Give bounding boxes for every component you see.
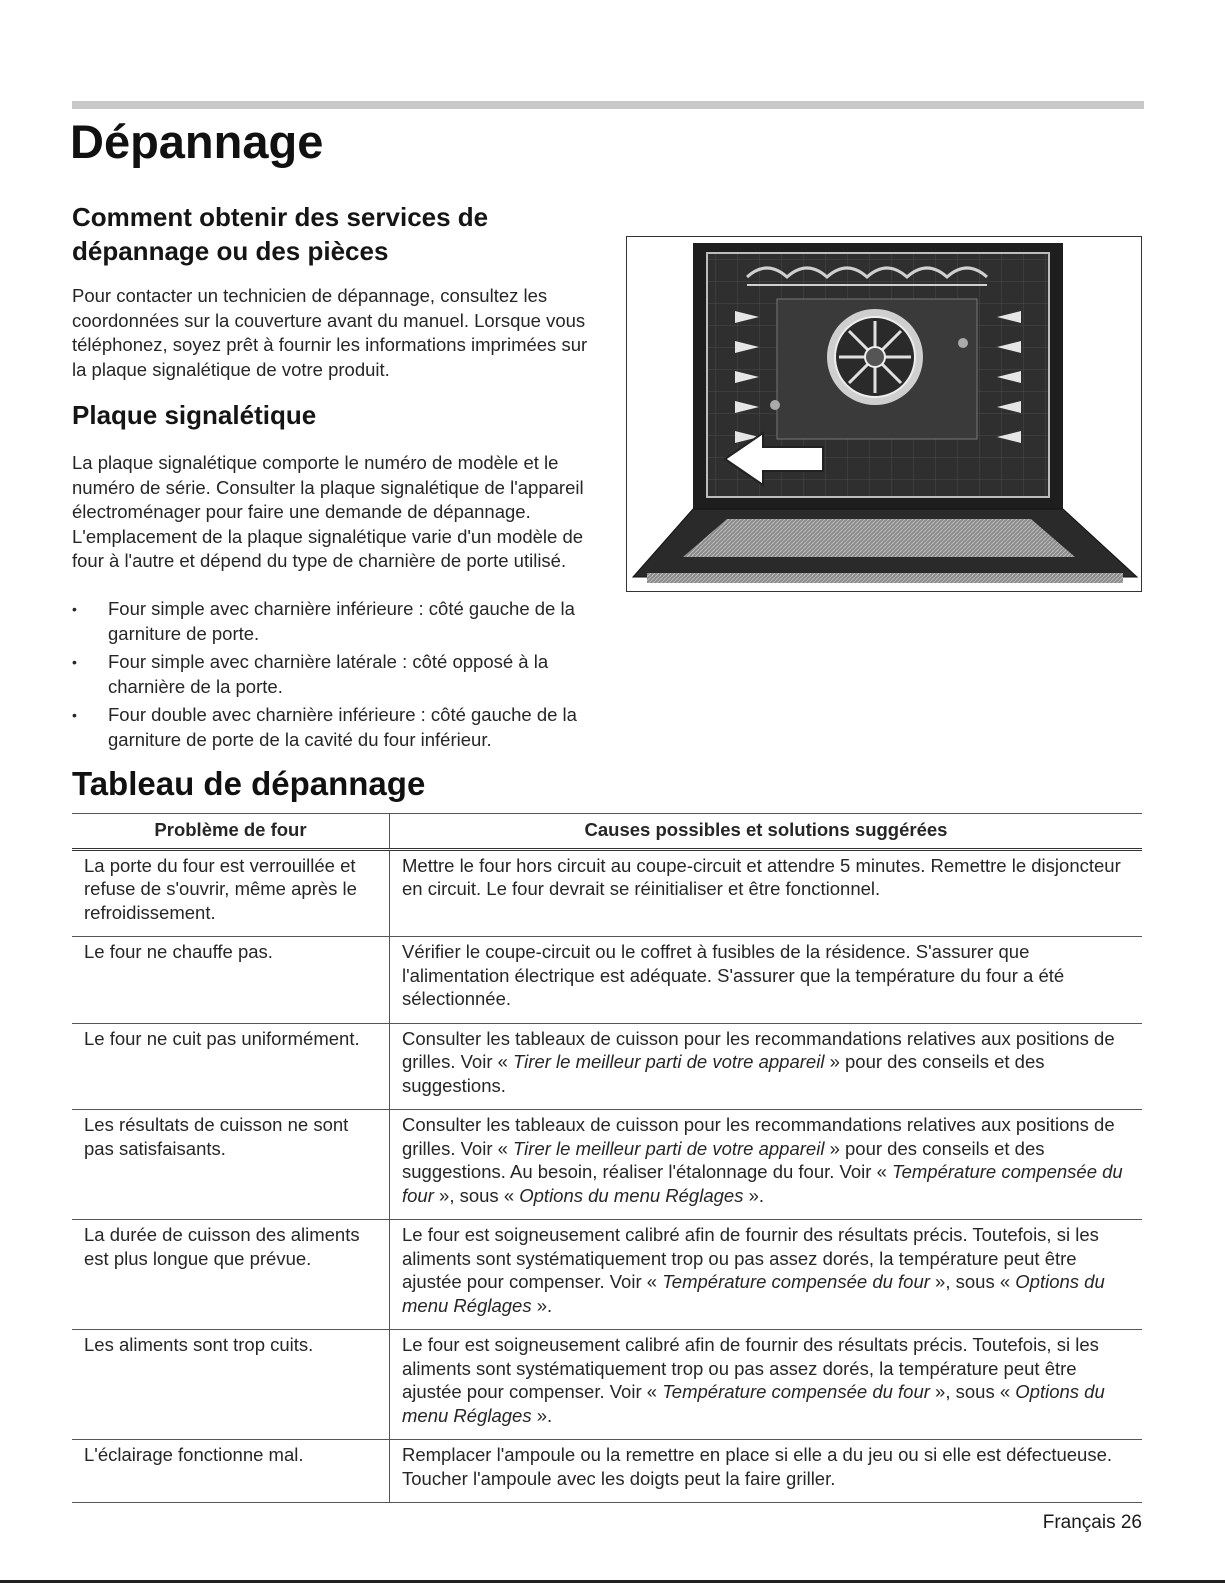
problem-cell: Les aliments sont trop cuits. [72,1330,390,1440]
troubleshooting-table [72,813,1142,1503]
list-item [72,703,592,752]
bullet-text: Four simple avec charnière latérale : côté opposé à la charnière de la porte. [108,651,549,697]
bullet-text: Four simple avec charnière inférieure : côté gauche de la garniture de porte. [108,598,575,644]
solution-text: » pour des conseils et des suggestions. [402,1051,1045,1096]
nameplate-heading: Plaque signalétique [72,400,317,430]
table-row [72,849,1142,937]
bullet-icon: • [72,654,77,670]
table-row [72,1440,1142,1503]
bottom-rule [0,1580,1225,1583]
problem-cell: Le four ne chauffe pas. [72,937,390,1024]
problem-cell: La porte du four est verrouillée et refuse de s'ouvrir, même après le refroidissement. [72,849,390,937]
problem-cell: L'éclairage fonctionne mal. [72,1440,390,1503]
solution-cell: Remplacer l'ampoule ou la remettre en place si elle a du jeu ou si elle est défectueuse. Toucher l'ampoule avec les doigts peut la faire griller. [390,1440,1143,1503]
problem-cell: Les résultats de cuisson ne sont pas satisfaisants. [72,1110,390,1220]
bullet-icon: • [72,707,77,723]
solution-text: Consulter les tableaux de cuisson pour les recommandations relatives aux positions de grilles. Voir « [402,1027,1115,1072]
nameplate-bullet-list [72,597,592,756]
nameplate-text: La plaque signalétique comporte le numéro de modèle et le numéro de série. Consulter la plaque signalétique de l'appareil électroménager pour faire une demande de dépannage. L'emplacement de la plaque signalétique varie d'un modèle de four à l'autre et dépend du type de charnière de porte utilisé. [72,452,584,571]
solution-reference: Température compensée du four [662,1271,930,1292]
list-item [72,597,592,646]
solution-cell: Vérifier le coupe-circuit ou le coffret à fusibles de la résidence. S'assurer que l'alimentation électrique est adéquate. S'assurer que la température du four a été sélectionnée. [390,937,1143,1024]
solution-cell [390,1330,1143,1440]
list-item [72,650,592,699]
solution-text: ». [531,1294,553,1316]
solution-reference: Tirer le meilleur parti de votre appareil [513,1051,825,1072]
table-body [72,849,1142,1503]
table-row [72,937,1142,1024]
solution-reference: Options du menu Réglages [402,1271,1105,1316]
table-header-row [72,814,1142,850]
column-header-problem: Problème de four [72,814,390,850]
solution-cell: Mettre le four hors circuit au coupe-circuit et attendre 5 minutes. Remettre le disjoncteur en circuit. Le four devrait se réinitialiser et être fonctionnel. [402,854,1121,899]
solution-text: », sous « [433,1184,520,1206]
oven-interior-arrow-icon [627,237,1141,591]
solution-reference: Options du menu Réglages [402,1381,1105,1426]
problem-cell: Le four ne cuit pas uniformément. [72,1023,390,1110]
solution-text: Consulter les tableaux de cuisson pour les recommandations relatives aux positions de grilles. Voir « [402,1114,1115,1159]
solution-text: Le four est soigneusement calibré afin de fournir des résultats précis. Toutefois, si les aliments sont systématiquement trop ou pas assez dorés, la température peut être ajustée pour compenser. Voir « [402,1334,1099,1402]
table-row [72,1023,1142,1110]
table-row [72,1110,1142,1220]
solution-reference: Tirer le meilleur parti de votre appareil [513,1137,825,1159]
solution-text: Le four est soigneusement calibré afin de fournir des résultats précis. Toutefois, si les aliments sont systématiquement trop ou pas assez dorés, la température peut être ajustée pour compenser. Voir « [402,1224,1099,1292]
solution-cell [390,1220,1143,1330]
table-heading: Tableau de dépannage [72,765,426,802]
solution-reference: Température compensée du four [662,1381,930,1402]
solution-reference: Options du menu Réglages [519,1184,744,1206]
table-row [72,1330,1142,1440]
top-rule [72,101,1144,109]
solution-text: », sous « [929,1381,1016,1402]
column-header-solution: Causes possibles et solutions suggérées [390,814,1143,850]
bullet-text: Four double avec charnière inférieure : côté gauche de la garniture de porte de la cavité du four inférieur. [108,704,577,750]
solution-text: ». [531,1404,553,1426]
page-title: Dépannage [70,115,324,168]
solution-cell [390,1110,1143,1220]
bullet-icon: • [72,601,77,617]
service-heading: Comment obtenir des services de dépannage ou des pièces [72,202,489,266]
solution-text: » pour des conseils et des suggestions. Au besoin, réaliser l'étalonnage du four. Voir « [402,1137,1045,1182]
oven-interior-figure [626,236,1142,592]
page-number: Français 26 [1042,1512,1142,1533]
problem-cell: La durée de cuisson des aliments est plus longue que prévue. [72,1220,390,1330]
solution-cell [390,1023,1143,1110]
solution-text: ». [743,1184,765,1206]
solution-reference: Température compensée du four [402,1161,1123,1206]
table-row [72,1220,1142,1330]
solution-text: », sous « [929,1271,1016,1292]
service-text: Pour contacter un technicien de dépannage, consultez les coordonnées sur la couverture avant du manuel. Lorsque vous téléphonez, soyez prêt à fournir les informations imprimées sur la plaque signalétique de votre produit. [72,285,588,380]
